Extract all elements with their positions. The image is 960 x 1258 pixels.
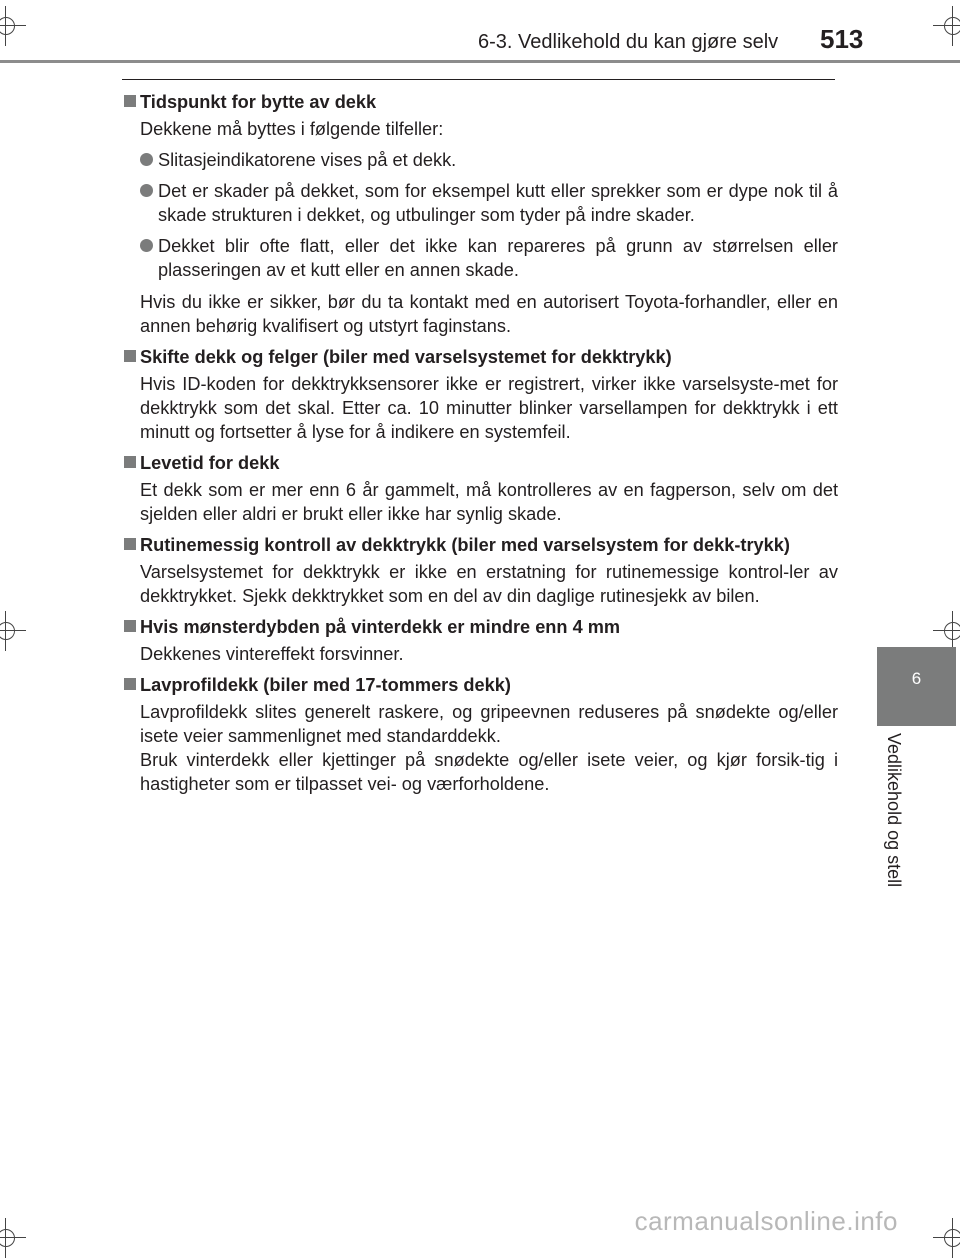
square-bullet-icon	[124, 620, 136, 632]
section-body: Lavprofildekk slites generelt raskere, og gripeevnen reduseres på snødekte og/eller isete veier sammenlignet med standarddekk.	[140, 702, 838, 746]
section-heading: Tidspunkt for bytte av dekk	[122, 90, 838, 114]
crop-mark-icon	[933, 6, 960, 46]
crop-mark-icon	[0, 611, 26, 651]
section-heading: Hvis mønsterdybden på vinterdekk er mindre enn 4 mm	[122, 615, 838, 639]
page-content	[122, 90, 838, 803]
square-bullet-icon	[124, 95, 136, 107]
section-heading: Lavprofildekk (biler med 17-tommers dekk)	[122, 673, 838, 697]
circle-bullet-icon	[140, 239, 153, 252]
page-number: 513	[820, 24, 864, 54]
section-outro: Hvis du ikke er sikker, bør du ta kontakt med en autorisert Toyota-forhandler, eller en annen behørig kvalifisert og utstyrt faginstans.	[140, 292, 838, 336]
crop-mark-icon	[933, 611, 960, 651]
square-bullet-icon	[124, 456, 136, 468]
list-item: Det er skader på dekket, som for eksempel kutt eller sprekker som er dype nok til å skade strukturen i dekket, og utbulinger som tyder på indre skader.	[122, 179, 838, 227]
chapter-number: 6	[911, 669, 922, 688]
watermark: carmanualsonline.info	[634, 1206, 898, 1236]
section-heading: Skifte dekk og felger (biler med varselsystemet for dekktrykk)	[122, 345, 838, 369]
header-divider	[0, 60, 960, 63]
section-body-continued: Bruk vinterdekk eller kjettinger på snødekte og/eller isete veier, og kjør forsik-tig i hastigheter som er tilpasset vei- og værforholdene.	[140, 750, 838, 794]
circle-bullet-icon	[140, 153, 153, 166]
section-winter-tread-depth	[122, 615, 838, 666]
square-bullet-icon	[124, 678, 136, 690]
circle-bullet-icon	[140, 184, 153, 197]
section-heading: Rutinemessig kontroll av dekktrykk (biler med varselsystem for dekk-trykk)	[122, 533, 838, 557]
section-tire-replacement	[122, 90, 838, 338]
list-item: Slitasjeindikatorene vises på et dekk.	[122, 148, 838, 172]
section-low-profile-tires	[122, 673, 838, 796]
section-tire-lifespan	[122, 451, 838, 526]
crop-mark-icon	[0, 6, 26, 46]
section-title: 6-3. Vedlikehold du kan gjøre selv	[478, 31, 779, 53]
section-body: Hvis ID-koden for dekktrykksensorer ikke er registrert, virker ikke varselsyste-met for dekktrykk som det skal. Etter ca. 10 minutter blinker varsellampen for dekktrykk i ett minutt og fortsetter å lyse for å indikere en systemfeil.	[140, 374, 838, 442]
chapter-label: Vedlikehold og stell	[884, 733, 904, 888]
section-tire-wheel-change	[122, 345, 838, 444]
list-item: Dekket blir ofte flatt, eller det ikke kan repareres på grunn av størrelsen eller plasseringen av et kutt eller en annen skade.	[122, 234, 838, 282]
section-body: Varselsystemet for dekktrykk er ikke en erstatning for rutinemessige kontrol-ler av dekktrykket. Sjekk dekktrykket som en del av din daglige rutinesjekk av bilen.	[140, 562, 838, 606]
chapter-tab	[877, 647, 956, 726]
section-routine-pressure-check	[122, 533, 838, 608]
section-body: Dekkenes vintereffekt forsvinner.	[140, 644, 404, 664]
section-intro: Dekkene må byttes i følgende tilfeller:	[140, 119, 444, 139]
square-bullet-icon	[124, 538, 136, 550]
square-bullet-icon	[124, 350, 136, 362]
section-body: Et dekk som er mer enn 6 år gammelt, må kontrolleres av en fagperson, selv om det sjelden eller aldri er brukt eller ikke har synlig skade.	[140, 480, 838, 524]
section-heading: Levetid for dekk	[122, 451, 838, 475]
content-divider	[122, 79, 835, 80]
